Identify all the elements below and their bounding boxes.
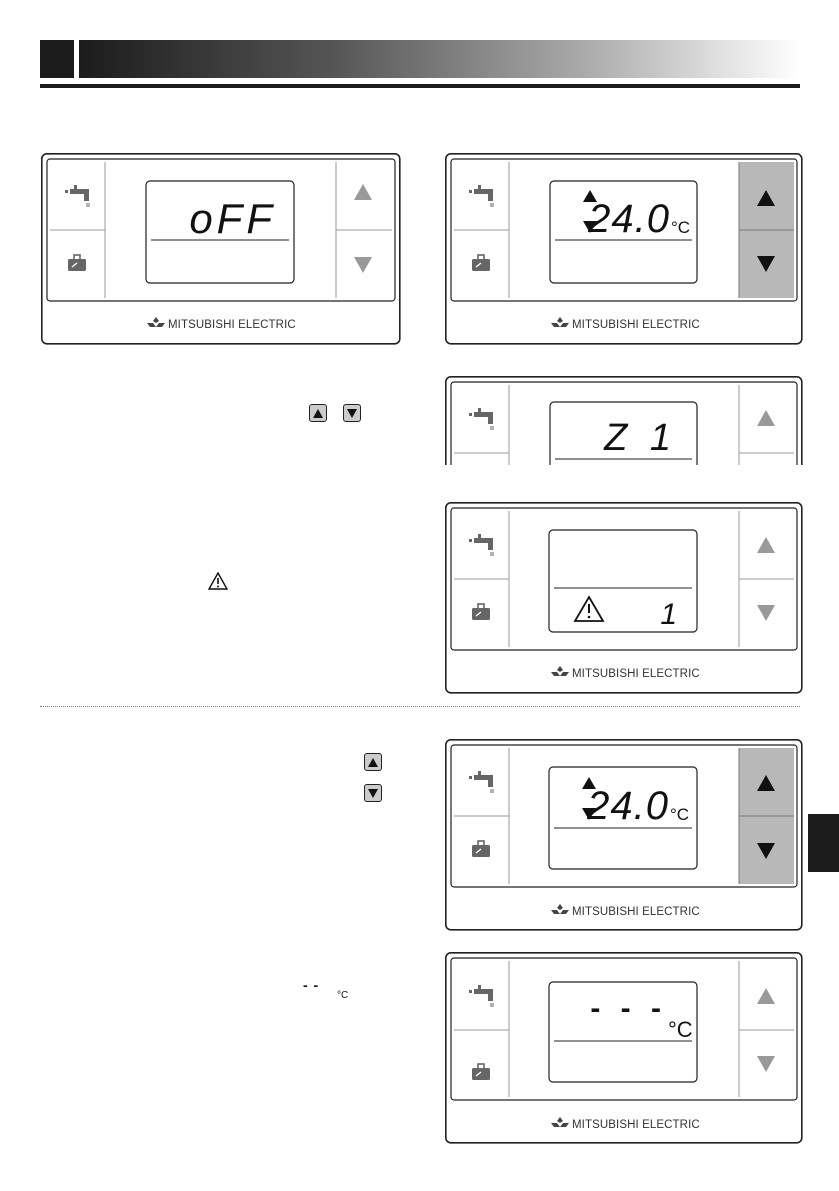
header-rule — [40, 84, 800, 88]
lcd-error-code-text: 1 — [660, 598, 677, 631]
lcd-zone-text: Z 1 — [604, 417, 677, 459]
controller-panel-setpoint-2 — [445, 739, 805, 931]
brand-label: MITSUBISHI ELECTRIC — [168, 319, 296, 331]
inline-down-button-icon — [364, 784, 382, 802]
controller-panel-setpoint — [445, 153, 805, 345]
brand-label: MITSUBISHI ELECTRIC — [572, 906, 700, 918]
inline-dashes-text: - - — [303, 978, 320, 993]
inline-down-button-icon — [343, 404, 361, 422]
lcd-unit-text: °C — [670, 805, 690, 824]
lcd-dashes-text: - - - — [590, 992, 667, 1025]
section-title-bar — [79, 40, 800, 78]
inline-up-button-icon — [364, 753, 382, 771]
controller-panel-no-value — [445, 952, 805, 1144]
controller-panel-off — [41, 153, 401, 345]
inline-warning-icon — [208, 572, 228, 595]
lcd-unit-text: °C — [668, 1017, 693, 1042]
brand-label: MITSUBISHI ELECTRIC — [572, 668, 700, 680]
section-number-block — [40, 40, 74, 78]
lcd-temperature-text: 24.0 — [587, 784, 669, 828]
lcd-main-text: oFF — [189, 195, 276, 242]
inline-unit-text: °C — [337, 990, 349, 1000]
inline-up-button-icon — [309, 404, 327, 422]
lcd-unit-text: °C — [671, 218, 691, 237]
controller-panel-zone-cropped — [445, 376, 805, 465]
section-divider — [40, 706, 800, 707]
lcd-temperature-text: 24.0 — [588, 197, 670, 241]
controller-panel-error — [445, 502, 805, 694]
inline-dash-symbol — [303, 978, 363, 1005]
brand-label: MITSUBISHI ELECTRIC — [572, 1119, 700, 1131]
brand-label: MITSUBISHI ELECTRIC — [572, 319, 700, 331]
chapter-tab — [808, 814, 839, 872]
